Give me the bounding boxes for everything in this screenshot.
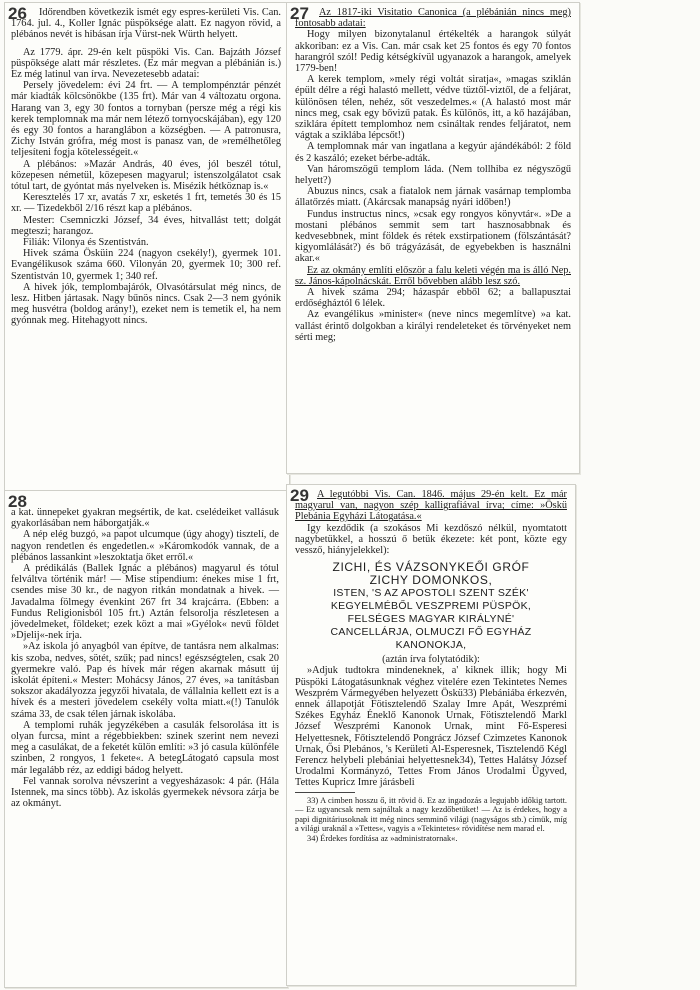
paragraph: Időrendben következik ismét egy espres-kerületi Vis. Can. 1764. jul. 4., Koller Ignác püspöksége alatt. Ez nagyon rövid, a plébános nevét is hibásan írja Vürst-nek Würth helyett. (11, 7, 281, 41)
column-text (11, 7, 281, 327)
footnote: 34) Érdekes fordítása az »administratornak«. (307, 834, 458, 844)
paragraph: »Adjuk tudtokra mindeneknek, a' kiknek illik; hogy Mi Püspöki Látogatásunknak véghez vitelére ezen Tekintetes Nemes Weszprém Vármegyében helyezett Öskü33) Plebániába érkezvén, ennek állapotját Fötisztelendő Szalay Imre Apát, Weszprémi Székes Egyház Éneklő Kanonok Urnak, Fötisztelendő Markl József Weszprémi Kanonok Urnak, mint Fő-Esperesi Helyettesnek, Főtisztelendő Pongrácz József Czimzetes Kanonok Urnak, Ősi Plebános, 's Kerületi Al-Esperesnek, Tisztelendő Kégl Ferencz helybeli plebániai helyettesnek34), Tettes Halátsy József Urodalmi Kormányzó, Tettes From János Urodalmi Ügyved, Tettes Kupricz Imre járásbeli (295, 665, 567, 789)
clipping-page-29 (286, 484, 576, 986)
paragraph: A hivek száma 294; házaspár ebből 62; a ballapusztai erdőségháztól 6 lélek. (295, 287, 571, 310)
footnote-divider (295, 792, 355, 793)
page-number: 27 (290, 4, 309, 23)
heading-line: CANCELLÁRJA, OLMUCZI FŐ EGYHÁZ (330, 626, 532, 639)
paragraph: Hogy milyen bizonytalanul értékelték a harangok súlyát akkoriban: ez a Vis. Can. már csak ket 25 fontos és egy 70 fontos harangról szól! Pedig kétségkívül ugyanazok a harangok, amelyek 1779-ben! (295, 29, 571, 75)
paragraph: A hivek jók, templombajárók, Olvasótársulat még nincs, de lesz. Hitben jártasak. Nagy bűnös nincs. Csak 2—3 nem gyónik meg husvétra (boldog arány!), ezeket nem is temetik el, ha nem gyónnak meg. Hitehagyott nincs. (11, 281, 281, 327)
clipping-page-26 (4, 2, 290, 491)
paragraph: Persely jövedelem: évi 24 frt. — A templompénztár pénzét már kiadták kölcsönökbe (135 frt). Már van 4 változatu orgona. Harang van 3, egy 30 fontos a tornyban (persze még a régi kis kerek templomnak ma már nem létező tornyocskájában), egy 120 és egy 30 fontos a haranglábon a községben. — A patronusra, Zichy István grófra, még most is panasz van, de »remélhetőleg teljesíteni fogja kötelességeit.« (11, 80, 281, 159)
heading-line: ZICHY DOMONKOS, (369, 573, 493, 588)
paragraph: A plébános: »Mazár András, 40 éves, jól beszél tótul, közepesen németül, közepesen magyarul; istenszolgálatot csak tótul tart, de gyóntat más nyelveken is. Misézik hétköznap is.« (11, 158, 281, 193)
heading-line: FELSÉGES MAGYAR KIRÁLYNÉ' (347, 613, 515, 626)
paragraph: Hivek száma Ösküin 224 (nagyon csekély!), gyermek 101. Evangélikusok száma 660. Vilonyán 20, gyermek 10; 300 ref. Szentistván 10, gyermek 1; 340 ref. (11, 248, 281, 282)
paragraph: Abuzus nincs, csak a fiatalok nem járnak vasárnap templomba állatőrzés miatt. (Akárcsak manapság nyári időben!) (295, 186, 571, 209)
paragraph: Mester: Csemniczki József, 34 éves, hitvallást tett; dolgát megteszi; harangoz. (11, 214, 281, 237)
paragraph-title: Az 1817-iki Visitatio Canonica (a plébánián nincs meg) fontosabb adatai: (295, 7, 571, 30)
heading-line: KEGYELMÉBŐL VESZPREMI PÜSPÖK, (330, 600, 532, 613)
column-text (11, 507, 279, 809)
heading-line: ISTEN, 'S AZ APOSTOLI SZENT SZÉK' (333, 587, 529, 600)
paragraph: A templomi ruhák jegyzékében a casulák felsorolása itt is olyan furcsa, mint a régebbiekben: szinek szerint nem nevezi meg a casulákat, de a feketét külön említi: »3 jó casula különféle szinben, 2 rongyos, 1 fekete«. A betegLátogató capsula most már legalább réz, az eddigi bádog helyett. (11, 719, 279, 776)
paragraph: Ez az okmány említi először a falu keleti végén ma is álló Nep. sz. János-kápolnácskát. Erről bővebben alább lesz szó. (295, 264, 571, 287)
paragraph: A kerek templom, »mely régi voltát siratja«, »magas sziklán épült délre a régi halastó mellett, védve tüztől-viztől, de a feljárat, különösen télen, nehéz, sőt veszedelmes.« (A halastó most már nincs meg, csak egy bővizű patak. És különös, itt, a kő hazájában, sziklára épített templomhoz nem csináltak rendes feljáratot, nem vágtak a sziklába lépcsőt!) (295, 74, 571, 142)
paragraph: A prédikálás (Ballek Ignác a plébános) magyarul és tótul felváltva történik már! — Mise stipendium: énekes mise 1 frt, csendes mise 30 kr., de nagyon ritkán mondatnak a hivek. — Javadalma fölmegy évenkint 267 frt 34 krajcárra. (Ebben: a Fundus Religionisból 105 frt.) Aztán felsorolja részletesen a jövedelmeket, földeket; ezek közt a mai »Gyélok« nevű földet »Djelij«-nek írja. (11, 563, 279, 642)
page-number: 26 (8, 4, 27, 23)
footnote: 33) A cimben hosszu ő, itt rövid ö. Ez az ingadozás a legujabb időkig tartott. — Ez ugyancsak nem sajnáltak a nagy kezdőbetüket! — Az is érdekes, hogy a papi dignitáriusoknak itt még nincs semminő világi (nagyságos stb.) címük, míg a világi uraknál a »Tettes«, vagyis a »Tekintetes« rövidítése nem marad el. (295, 795, 567, 834)
heading-line: ZICHI, ÉS VÁZSONYKEŐI GRÓF (332, 560, 530, 575)
column-text (295, 489, 567, 844)
clipping-page-28 (4, 490, 288, 988)
paragraph: Van háromszögű templom láda. (Nem tollhiba ez négyszögű helyett?) (295, 163, 571, 187)
paragraph: (aztán írva folytatódik): (382, 654, 480, 666)
paragraph: Fundus instructus nincs, »csak egy rongyos könyvtár«. »De a mostani plébános semmit sem tart hasznosabbnak és kedvesebbnek, mint földek és rétek exstirpationem (fölszántását? kigyomlálását?) és bő trágyázását, de egyebekben is használni akar.« (295, 208, 571, 265)
paragraph: Fel vannak sorolva névszerint a vegyesházasok: 4 pár. (Hála Istennek, ma sincs több). Az iskolás gyermekek névsora zárja be az okmányt. (11, 775, 279, 810)
heading-line: KANONOKJA, (395, 639, 467, 652)
paragraph: Igy kezdődik (a szokásos Mi kezdőszó nélkül, nyomtatott nagybetükkel, a hosszú ő betük ékezete: két pont, közte egy vessző, hiányjelekkel): (295, 522, 567, 557)
column-text (295, 7, 571, 343)
paragraph: A nép elég buzgó, »a papot ulcumque (úgy ahogy) tisztelí, de nagyon rendetlen és engedetlen.« »Káromkodók vannak, de a plébános lassankint »leszoktatja őket erről.« (11, 529, 279, 563)
paragraph: Keresztelés 17 xr, avatás 7 xr, esketés 1 frt, temetés 30 és 15 xr. — Tizedekből 2/16 részt kap a plébános. (11, 192, 281, 215)
paragraph: Az evangélikus »minister« (neve nincs megemlítve) »a kat. vallást érintő dolgokban a királyi rendeleteket és törvényeket nem sérti meg; (295, 309, 571, 343)
paragraph: Filiák: Vilonya és Szentistván. (23, 237, 149, 249)
page-number: 28 (8, 492, 27, 511)
paragraph: a kat. ünnepeket gyakran megsértik, de kat. cselédeiket vallásuk gyakorlásában nem háborgatják.« (11, 507, 279, 530)
clipping-page-27 (286, 2, 580, 474)
paragraph: A templomnak már van ingatlana a kegyúr ajándékából: 2 föld és 2 kaszáló; ezeket bérbe-adták. (295, 141, 571, 164)
paragraph: Az 1779. ápr. 29-én kelt püspöki Vis. Can. Bajzáth József püspöksége alatt már részletes. (Ez már megvan a plébánián is.) Ez még latinul van írva. Nevezetesebb adatai: (11, 46, 281, 81)
page-number: 29 (290, 486, 309, 505)
paragraph: »Az iskola jó anyagból van építve, de tantásra nem alkalmas: kis szoba, nedves, sötét, szűk; pad nincs! egészségtelen, csak 20 gyermekre való. Pap és hívek már régen akarnak másutt új iskolát építeni.« Mester: Mohácsy János, 27 éves, »a tanításban sokszor akadályozza jegyzői hivatala, de vállalnia kellett ezt is a hívek és a mesteri jövedelem csekély volta miatt.«(!) Tanulók száma 33, de csak télen járnak iskolába. (11, 641, 279, 720)
paragraph: A legutóbbi Vis. Can. 1846. május 29-én kelt. Ez már magyarul van, nagyon szép kalligrafiával írva; címe: »Öskü Plebánia Egyházi Látogatása.« (295, 489, 567, 523)
